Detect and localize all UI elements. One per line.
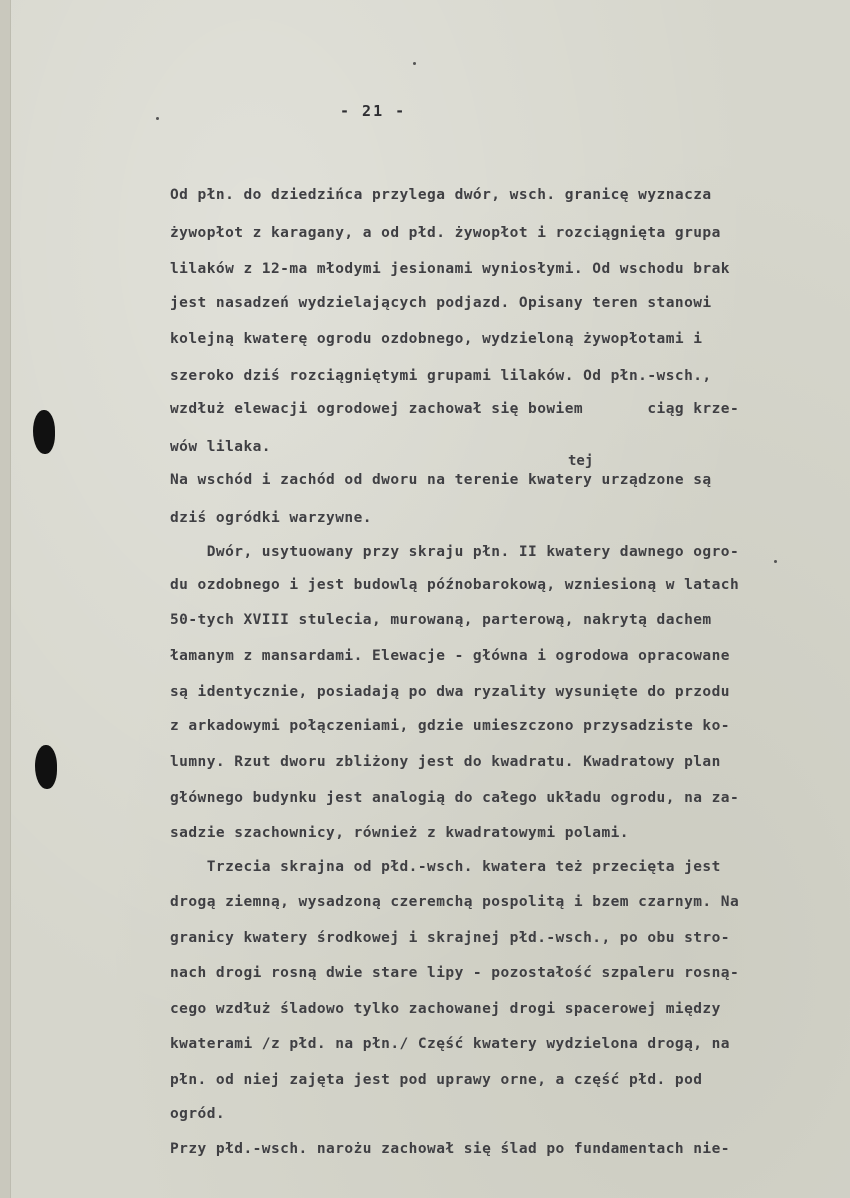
text-line: Od płn. do dziedzińca przylega dwór, wsch. granicę wyznacza (170, 187, 712, 203)
punch-hole-bottom (35, 745, 57, 789)
text-line: nach drogi rosną dwie stare lipy - pozostałość szpaleru rosną- (170, 965, 740, 981)
text-line: lilaków z 12-ma młodymi jesionami wyniosłymi. Od wschodu brak (170, 261, 730, 277)
text-line: sadzie szachownicy, również z kwadratowymi polami. (170, 825, 629, 841)
page-number: - 21 - (340, 102, 407, 120)
text-line: jest nasadzeń wydzielających podjazd. Opisany teren stanowi (170, 295, 712, 311)
speck (156, 117, 159, 120)
text-line: Przy płd.-wsch. narożu zachował się ślad po fundamentach nie- (170, 1141, 730, 1157)
text-line: wzdłuż elewacji ogrodowej zachował się bowiem ciąg krze- (170, 401, 740, 417)
text-line: szeroko dziś rozciągniętymi grupami lilaków. Od płn.-wsch., (170, 368, 712, 384)
text-line: żywopłot z karagany, a od płd. żywopłot i rozciągnięta grupa (170, 225, 721, 241)
text-line: drogą ziemną, wysadzoną czeremchą pospolitą i bzem czarnym. Na (170, 894, 740, 910)
text-line: łamanym z mansardami. Elewacje - główna i ogrodowa opracowane (170, 648, 730, 664)
text-line: ogród. (170, 1106, 226, 1122)
text-line: są identycznie, posiadają po dwa ryzality wysunięte do przodu (170, 684, 730, 700)
text-line: dziś ogródki warzywne. (170, 510, 372, 526)
text-line: kolejną kwaterę ogrodu ozdobnego, wydzieloną żywopłotami i (170, 331, 703, 347)
text-line: cego wzdłuż śladowo tylko zachowanej drogi spacerowej między (170, 1001, 721, 1017)
text-line: wów lilaka. (170, 439, 271, 455)
punch-hole-top (33, 410, 55, 454)
text-line: głównego budynku jest analogią do całego układu ogrodu, na za- (170, 790, 740, 806)
page-edge (0, 0, 11, 1198)
speck (413, 62, 416, 65)
handwritten-insertion: tej (568, 453, 594, 469)
speck (774, 560, 777, 563)
text-line: Na wschód i zachód od dworu na terenie kwatery urządzone są (170, 472, 712, 488)
text-line: Dwór, usytuowany przy skraju płn. II kwatery dawnego ogro- (170, 544, 740, 560)
text-line: płn. od niej zajęta jest pod uprawy orne, a część płd. pod (170, 1072, 703, 1088)
text-line: du ozdobnego i jest budowlą późnobarokową, wzniesioną w latach (170, 577, 740, 593)
text-line: z arkadowymi połączeniami, gdzie umieszczono przysadziste ko- (170, 718, 730, 734)
text-line: kwaterami /z płd. na płn./ Część kwatery wydzielona drogą, na (170, 1036, 730, 1052)
text-line: granicy kwatery środkowej i skrajnej płd.-wsch., po obu stro- (170, 930, 730, 946)
text-line: 50-tych XVIII stulecia, murowaną, parterową, nakrytą dachem (170, 612, 712, 628)
text-line: Trzecia skrajna od płd.-wsch. kwatera też przecięta jest (170, 859, 721, 875)
text-line: lumny. Rzut dworu zbliżony jest do kwadratu. Kwadratowy plan (170, 754, 721, 770)
